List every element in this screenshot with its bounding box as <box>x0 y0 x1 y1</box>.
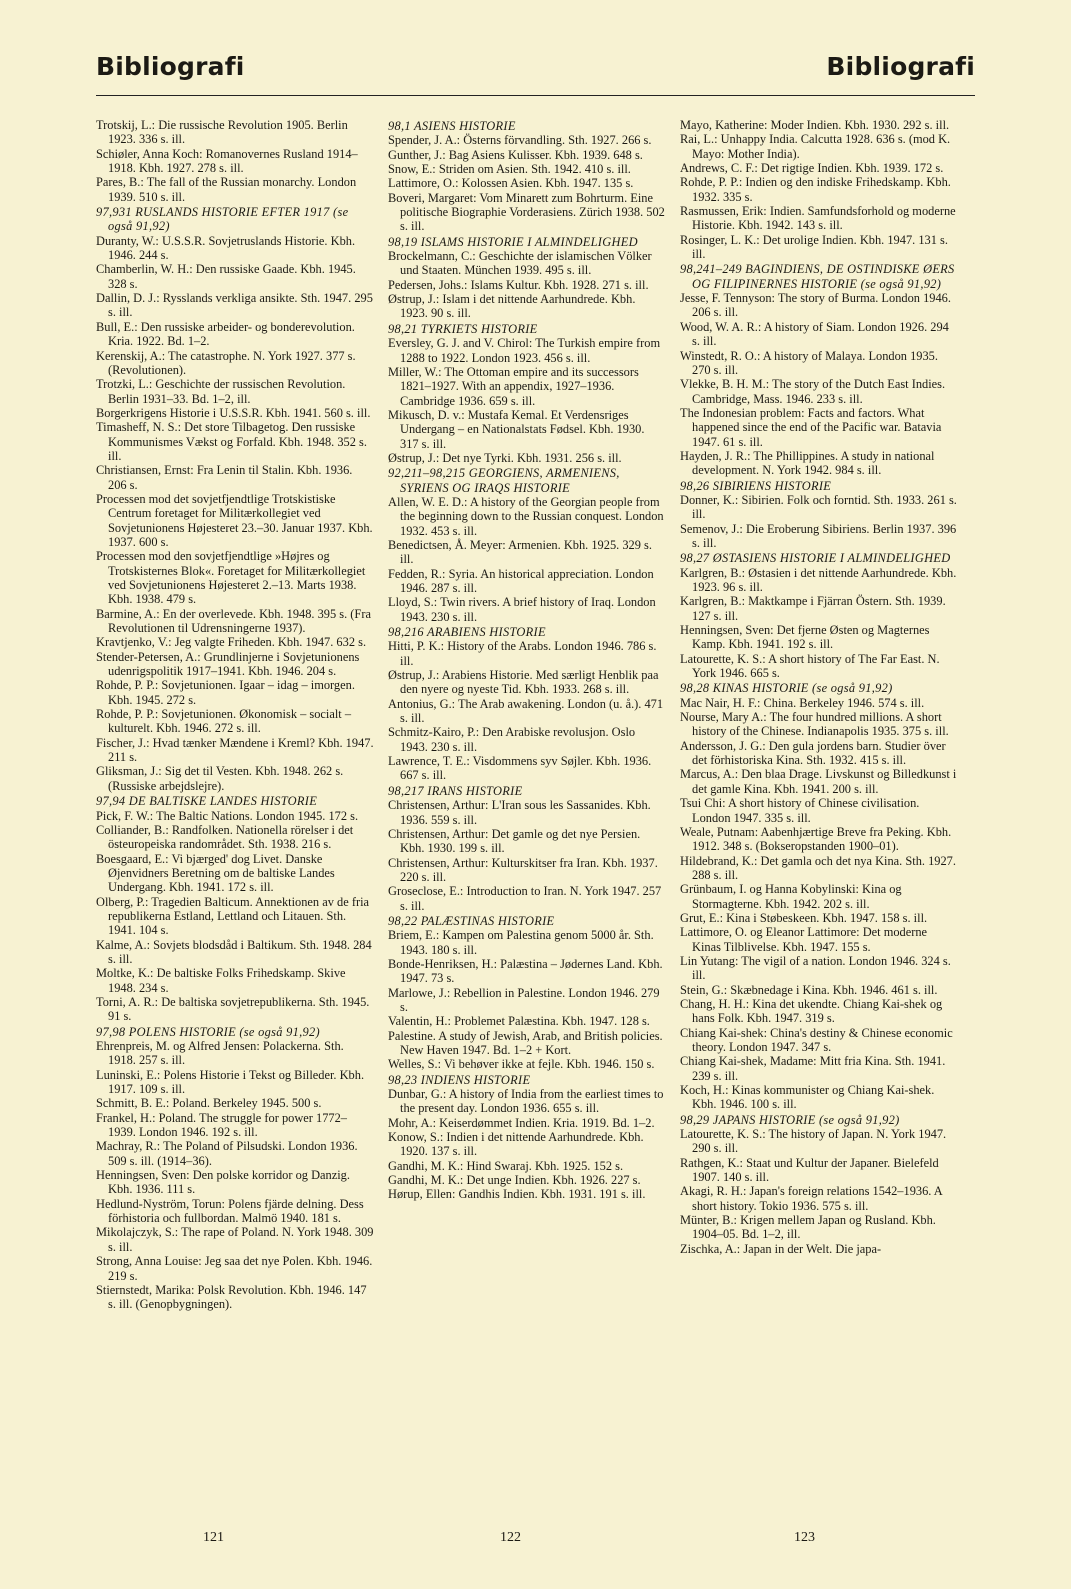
bibliography-entry: Kravtjenko, V.: Jeg valgte Friheden. Kbh. 1947. 632 s. <box>96 635 367 650</box>
bibliography-entry: Dallin, D. J.: Rysslands verkliga ansikte. Sth. 1947. 295 s. ill. <box>96 291 373 320</box>
bibliography-entry: Lattimore, O.: Kolossen Asien. Kbh. 1947. 135 s. <box>388 176 634 191</box>
bibliography-entry: Boveri, Margaret: Vom Minarett zum Bohrturm. Eine politische Biographie Vorderasiens. Zürich 1938. 502 s. ill. <box>388 190 665 234</box>
section-heading: 97,94 DE BALTISKE LANDES HISTORIE <box>96 794 318 809</box>
bibliography-entry: Konow, S.: Indien i det nittende Aarhundrede. Kbh. 1920. 137 s. ill. <box>388 1130 644 1159</box>
bibliography-entry: Vlekke, B. H. M.: The story of the Dutch East Indies. Cambridge, Mass. 1946. 233 s. ill. <box>680 377 946 406</box>
bibliography-entry: Latourette, K. S.: A short history of The Far East. N. York 1946. 665 s. <box>680 651 940 681</box>
bibliography-entry: Barmine, A.: En der overlevede. Kbh. 1948. 395 s. (Fra Revolutionen til Udrensningerne 1937). <box>96 606 371 636</box>
bibliography-entry: Boesgaard, E.: Vi bjærged' dog Livet. Danske Øjenvidners Beretning om de baltiske Landes Undergang. Kbh. 1941. 172 s. ill. <box>96 851 335 895</box>
bibliography-entry: Bonde-Henriksen, H.: Palæstina – Jødernes Land. Kbh. 1947. 73 s. <box>388 956 663 986</box>
bibliography-entry: Allen, W. E. D.: A history of the Georgian people from the beginning down to the Russian conquest. London 1932. 453 s. ill. <box>388 494 664 538</box>
bibliography-entry: Østrup, J.: Islam i det nittende Aarhundrede. Kbh. 1923. 90 s. ill. <box>388 292 636 321</box>
bibliography-entry: Moltke, K.: De baltiske Folks Frihedskamp. Skive 1948. 234 s. <box>96 966 346 995</box>
bibliography-entry: Karlgren, B.: Østasien i det nittende Aarhundrede. Kbh. 1923. 96 s. ill. <box>680 565 957 594</box>
bibliography-entry: Stender-Petersen, A.: Grundlinjerne i Sovjetunionens udenrigspolitik 1917–1941. Kbh. 1946. 204 s. <box>96 649 360 679</box>
section-heading: 98,216 ARABIENS HISTORIE <box>388 625 546 640</box>
bibliography-entry: Kerenskij, A.: The catastrophe. N. York 1927. 377 s. (Revolutionen). <box>96 348 356 377</box>
bibliography-entry: Henningsen, Sven: Den polske korridor og Danzig. Kbh. 1936. 111 s. <box>96 1168 350 1197</box>
bibliography-entry: Andrews, C. F.: Det rigtige Indien. Kbh. 1939. 172 s. <box>680 161 944 176</box>
bibliography-entry: Hayden, J. R.: The Phillippines. A study in national development. N. York 1942. 984 s. ill. <box>680 448 935 478</box>
bibliography-entry: Colliander, B.: Randfolken. Nationella rörelser i det östeuropeiska randområdet. Sth. 1938. 216 s. <box>96 822 354 852</box>
bibliography-entry: Duranty, W.: U.S.S.R. Sovjetruslands Historie. Kbh. 1946. 244 s. <box>96 233 356 263</box>
column-2 <box>388 118 666 1202</box>
section-heading: 98,23 INDIENS HISTORIE <box>388 1072 531 1087</box>
column-1 <box>96 118 374 1312</box>
bibliography-entry: Pedersen, Johs.: Islams Kultur. Kbh. 1928. 271 s. ill. <box>388 277 649 292</box>
bibliography-entry: Mayo, Katherine: Moder Indien. Kbh. 1930. 292 s. ill. <box>680 118 950 132</box>
bibliography-entry: Gunther, J.: Bag Asiens Kulisser. Kbh. 1939. 648 s. <box>388 147 643 162</box>
section-heading: 98,26 SIBIRIENS HISTORIE <box>680 478 832 493</box>
bibliography-entry: Schiøler, Anna Koch: Romanovernes Rusland 1914–1918. Kbh. 1927. 278 s. ill. <box>96 146 358 176</box>
bibliography-entry: Wood, W. A. R.: A history of Siam. London 1926. 294 s. ill. <box>680 319 949 349</box>
bibliography-entry: Østrup, J.: Det nye Tyrki. Kbh. 1931. 256 s. ill. <box>388 450 622 465</box>
bibliography-entry: Trotzki, L.: Geschichte der russischen Revolution. Berlin 1931–33. Bd. 1–2, ill. <box>96 377 346 406</box>
section-heading: 98,19 ISLAMS HISTORIE I ALMINDELIGHED <box>388 234 638 249</box>
page-header-left: Bibliografi <box>96 52 245 81</box>
bibliography-entry: Hildebrand, K.: Det gamla och det nya Kina. Sth. 1927. 288 s. ill. <box>680 853 956 882</box>
bibliography-entry: Pares, B.: The fall of the Russian monarchy. London 1939. 510 s. ill. <box>96 175 357 204</box>
bibliography-entry: Miller, W.: The Ottoman empire and its successors 1821–1927. With an appendix, 1927–1936. Cambridge 1936. 659 s. ill. <box>388 364 639 408</box>
bibliography-entry: Gliksman, J.: Sig det til Vesten. Kbh. 1948. 262 s. (Russiske arbejdslejre). <box>96 764 344 793</box>
bibliography-entry: Hørup, Ellen: Gandhis Indien. Kbh. 1931. 191 s. ill. <box>388 1187 646 1202</box>
bibliography-entry: Winstedt, R. O.: A history of Malaya. London 1935. 270 s. ill. <box>680 348 938 377</box>
bibliography-entry: Processen mod det sovjetfjendtlige Trotskistiske Centrum foretaget for Militærkollegiet ved Sovjetunionens Højesteret 23.–30. Januar 1937. Kbh. 1937. 600 s. <box>96 491 373 549</box>
section-heading: 98,217 IRANS HISTORIE <box>388 783 523 798</box>
bibliography-entry: Akagi, R. H.: Japan's foreign relations 1542–1936. A short history. Tokio 1936. 575 s. ill. <box>680 1184 943 1213</box>
page-number-121: 121 <box>203 1530 224 1545</box>
bibliography-entry: Welles, S.: Vi behøver ikke at fejle. Kbh. 1946. 150 s. <box>388 1057 655 1072</box>
bibliography-entry: Briem, E.: Kampen om Palestina genom 5000 år. Sth. 1943. 180 s. ill. <box>388 928 654 957</box>
bibliography-entry: Palestine. A study of Jewish, Arab, and British policies. New Haven 1947. Bd. 1–2 + Kort. <box>388 1028 663 1057</box>
section-heading: 98,28 KINAS HISTORIE (se også 91,92) <box>680 681 893 696</box>
column-3 <box>680 118 958 1256</box>
bibliography-entry: Henningsen, Sven: Det fjerne Østen og Magternes Kamp. Kbh. 1941. 192 s. ill. <box>680 623 930 652</box>
bibliography-entry: Antonius, G.: The Arab awakening. London (u. å.). 471 s. ill. <box>388 696 664 726</box>
section-heading: 98,29 JAPANS HISTORIE (se også 91,92) <box>680 1112 900 1127</box>
bibliography-entry: Kalme, A.: Sovjets blodsdåd i Baltikum. Sth. 1948. 284 s. ill. <box>96 937 372 966</box>
bibliography-entry: Karlgren, B.: Maktkampe i Fjärran Östern. Sth. 1939. 127 s. ill. <box>680 594 946 623</box>
page-header-right: Bibliografi <box>826 52 975 81</box>
bibliography-entry: Christiansen, Ernst: Fra Lenin til Stalin. Kbh. 1936. 206 s. <box>96 463 353 492</box>
bibliography-entry: Zischka, A.: Japan in der Welt. Die japa- <box>680 1241 882 1256</box>
section-heading: 98,22 PALÆSTINAS HISTORIE <box>388 913 555 928</box>
bibliography-entry: Lattimore, O. og Eleanor Lattimore: Det moderne Kinas Tilblivelse. Kbh. 1947. 155 s. <box>680 925 928 954</box>
bibliography-entry: Latourette, K. S.: The history of Japan. N. York 1947. 290 s. ill. <box>680 1127 947 1156</box>
bibliography-entry: Chang, H. H.: Kina det ukendte. Chiang Kai-shek og hans Folk. Kbh. 1947. 319 s. <box>680 996 943 1026</box>
bibliography-entry: Christensen, Arthur: Det gamle og det nye Persien. Kbh. 1930. 199 s. ill. <box>388 826 641 856</box>
bibliography-entry: Rosinger, L. K.: Det urolige Indien. Kbh. 1947. 131 s. ill. <box>680 232 948 262</box>
bibliography-entry: Gandhi, M. K.: Det unge Indien. Kbh. 1926. 227 s. <box>388 1173 641 1188</box>
bibliography-entry: Andersson, J. G.: Den gula jordens barn. Studier över det förhistoriska Kina. Sth. 1932. 415 s. ill. <box>680 738 946 768</box>
section-heading: 98,21 TYRKIETS HISTORIE <box>388 321 538 336</box>
bibliography-entry: Borgerkrigens Historie i U.S.S.R. Kbh. 1941. 560 s. ill. <box>96 405 371 420</box>
bibliography-entry: Schmitz-Kairo, P.: Den Arabiske revolusjon. Oslo 1943. 230 s. ill. <box>388 725 636 754</box>
bibliography-entry: Rohde, P. P.: Indien og den indiske Frihedskamp. Kbh. 1932. 335 s. <box>680 175 951 204</box>
bibliography-entry: Timasheff, N. S.: Det store Tilbagetog. Den russiske Kommunismes Vækst og Forfald. Kbh. 1948. 352 s. ill. <box>96 420 367 463</box>
section-heading: 98,241–249 BAGINDIENS, DE OSTINDISKE ØERS OG FILIPINERNES HISTORIE (se også 91,92) <box>680 262 955 291</box>
bibliography-entry: Groseclose, E.: Introduction to Iran. N. York 1947. 257 s. ill. <box>388 884 662 913</box>
bibliography-entry: Lloyd, S.: Twin rivers. A brief history of Iraq. London 1943. 230 s. ill. <box>388 595 656 624</box>
bibliography-entry: Christensen, Arthur: L'Iran sous les Sassanides. Kbh. 1936. 559 s. ill. <box>388 798 651 827</box>
bibliography-entry: Tsui Chi: A short history of Chinese civilisation. London 1947. 335 s. ill. <box>680 796 920 825</box>
bibliography-entry: Spender, J. A.: Österns förvandling. Sth. 1927. 266 s. <box>388 133 652 148</box>
bibliography-entry: Chiang Kai-shek, Madame: Mitt fria Kina. Sth. 1941. 239 s. ill. <box>680 1054 946 1083</box>
bibliography-entry: Münter, B.: Krigen mellem Japan og Rusland. Kbh. 1904–05. Bd. 1–2, ill. <box>680 1213 936 1242</box>
page-number-123: 123 <box>794 1530 815 1545</box>
bibliography-entry: Mikolajczyk, S.: The rape of Poland. N. York 1948. 309 s. ill. <box>96 1225 374 1254</box>
bibliography-entry: Rathgen, K.: Staat und Kultur der Japaner. Bielefeld 1907. 140 s. ill. <box>680 1155 939 1185</box>
bibliography-entry: Schmitt, B. E.: Poland. Berkeley 1945. 500 s. <box>96 1096 322 1111</box>
bibliography-entry: Lawrence, T. E.: Visdommens syv Søjler. Kbh. 1936. 667 s. ill. <box>388 754 652 783</box>
bibliography-entry: Stein, G.: Skæbnedage i Kina. Kbh. 1946. 461 s. ill. <box>680 982 938 997</box>
bibliography-entry: Fedden, R.: Syria. An historical appreciation. London 1946. 287 s. ill. <box>388 566 654 595</box>
section-heading: 98,27 ØSTASIENS HISTORIE I ALMINDELIGHED <box>680 551 951 566</box>
bibliography-entry: Brockelmann, C.: Geschichte der islamischen Völker und Staaten. München 1939. 495 s. ill. <box>388 249 652 278</box>
bibliography-entry: Trotskij, L.: Die russische Revolution 1905. Berlin 1923. 336 s. ill. <box>96 118 348 147</box>
bibliography-entry: Grünbaum, I. og Hanna Kobylinski: Kina og Stormagterne. Kbh. 1942. 202 s. ill. <box>680 882 902 911</box>
bibliography-entry: Christensen, Arthur: Kulturskitser fra Iran. Kbh. 1937. 220 s. ill. <box>388 855 658 884</box>
bibliography-entry: Processen mod den sovjetfjendtlige »Højres og Trotskisternes Blok«. Foretaget for Militærkollegiet ved Sovjetunionens Højesteret 2.–13. Marts 1938. Kbh. 1938. 479 s. <box>96 549 366 607</box>
bibliography-entry: Hitti, P. K.: History of the Arabs. London 1946. 786 s. ill. <box>388 639 657 668</box>
bibliography-entry: Chiang Kai-shek: China's destiny & Chinese economic theory. London 1947. 347 s. <box>680 1025 953 1054</box>
section-heading: 98,1 ASIENS HISTORIE <box>388 119 516 133</box>
bibliography-entry: Chamberlin, W. H.: Den russiske Gaade. Kbh. 1945. 328 s. <box>96 262 356 291</box>
bibliography-entry: Rasmussen, Erik: Indien. Samfundsforhold og moderne Historie. Kbh. 1942. 143 s. ill. <box>680 204 956 233</box>
bibliography-entry: Luninski, E.: Polens Historie i Tekst og Billeder. Kbh. 1917. 109 s. ill. <box>96 1067 365 1097</box>
bibliography-entry: Lin Yutang: The vigil of a nation. London 1946. 324 s. ill. <box>680 953 951 983</box>
bibliography-entry: Benedictsen, Å. Meyer: Armenien. Kbh. 1925. 329 s. ill. <box>388 537 652 567</box>
bibliography-entry: Gandhi, M. K.: Hind Swaraj. Kbh. 1925. 152 s. <box>388 1158 624 1173</box>
bibliography-entry: The Indonesian problem: Facts and factors. What happened since the end of the Pacific war. Batavia 1947. 61 s. ill. <box>680 405 942 449</box>
bibliography-entry: Nourse, Mary A.: The four hundred millions. A short history of the Chinese. Indianapolis 1935. 375 s. ill. <box>680 710 949 739</box>
bibliography-entry: Frankel, H.: Poland. The struggle for power 1772–1939. London 1946. 192 s. ill. <box>96 1110 347 1140</box>
bibliography-entry: Dunbar, G.: A history of India from the earliest times to the present day. London 1936. 655 s. ill. <box>388 1087 664 1116</box>
bibliography-entry: Olberg, P.: Tragedien Balticum. Annektionen av de fria republikerna Estland, Lettland och Litauen. Sth. 1941. 104 s. <box>96 894 370 938</box>
bibliography-entry: Strong, Anna Louise: Jeg saa det nye Polen. Kbh. 1946. 219 s. <box>96 1254 373 1283</box>
bibliography-entry: Ehrenpreis, M. og Alfred Jensen: Polackerna. Sth. 1918. 257 s. ill. <box>96 1039 344 1068</box>
bibliography-entry: Valentin, H.: Problemet Palæstina. Kbh. 1947. 128 s. <box>388 1014 650 1029</box>
bibliography-entry: Hedlund-Nyström, Torun: Polens fjärde delning. Dess förhistoria och fullbordan. Malmö 1940. 181 s. <box>96 1196 364 1226</box>
bibliography-entry: Marlowe, J.: Rebellion in Palestine. London 1946. 279 s. <box>388 985 660 1014</box>
bibliography-entry: Pick, F. W.: The Baltic Nations. London 1945. 172 s. <box>96 808 359 823</box>
bibliography-entry: Semenov, J.: Die Eroberung Sibiriens. Berlin 1937. 396 s. ill. <box>680 521 957 550</box>
bibliography-entry: Donner, K.: Sibirien. Folk och forntid. Sth. 1933. 261 s. ill. <box>680 492 957 522</box>
bibliography-entry: Eversley, G. J. and V. Chirol: The Turkish empire from 1288 to 1922. London 1923. 456 s. ill. <box>388 336 661 365</box>
bibliography-entry: Jesse, F. Tennyson: The story of Burma. London 1946. 206 s. ill. <box>680 291 951 320</box>
section-heading: 97,98 POLENS HISTORIE (se også 91,92) <box>96 1024 320 1039</box>
bibliography-entry: Østrup, J.: Arabiens Historie. Med særligt Henblik paa den nyere og nyeste Tid. Kbh. 1933. 268 s. ill. <box>388 668 659 697</box>
bibliography-entry: Stiernstedt, Marika: Polsk Revolution. Kbh. 1946. 147 s. ill. (Genopbygningen). <box>96 1282 367 1312</box>
bibliography-entry: Koch, H.: Kinas kommunister og Chiang Kai-shek. Kbh. 1946. 100 s. ill. <box>680 1083 935 1112</box>
bibliography-entry: Rohde, P. P.: Sovjetunionen. Økonomisk – socialt – kulturelt. Kbh. 1946. 272 s. ill. <box>96 707 352 736</box>
bibliography-entry: Rohde, P. P.: Sovjetunionen. Igaar – idag – imorgen. Kbh. 1945. 272 s. <box>96 678 355 707</box>
bibliography-entry: Grut, E.: Kina i Støbeskeen. Kbh. 1947. 158 s. ill. <box>680 910 928 925</box>
bibliography-entry: Marcus, A.: Den blaa Drage. Livskunst og Billedkunst i det gamle Kina. Kbh. 1941. 200 s. ill. <box>680 767 957 796</box>
bibliography-entry: Bull, E.: Den russiske arbeider- og bonderevolution. Kria. 1922. Bd. 1–2. <box>96 319 355 349</box>
page-number-122: 122 <box>500 1530 521 1545</box>
bibliography-entry: Mikusch, D. v.: Mustafa Kemal. Et Verdensriges Undergang – en Nationalstats Fødsel. Kbh. 1930. 317 s. ill. <box>388 407 645 451</box>
bibliography-entry: Mac Nair, H. F.: China. Berkeley 1946. 574 s. ill. <box>680 695 925 710</box>
section-heading: 97,931 RUSLANDS HISTORIE EFTER 1917 (se også 91,92) <box>96 205 349 234</box>
bibliography-entry: Weale, Putnam: Aabenhjærtige Breve fra Peking. Kbh. 1912. 348 s. (Bokseropstanden 1900–01). <box>680 824 952 854</box>
bibliography-entry: Fischer, J.: Hvad tænker Mændene i Kreml? Kbh. 1947. 211 s. <box>96 735 374 765</box>
bibliography-entry: Torni, A. R.: De baltiska sovjetrepublikerna. Sth. 1945. 91 s. <box>96 994 370 1024</box>
bibliography-entry: Mohr, A.: Keiserdømmet Indien. Kria. 1919. Bd. 1–2. <box>388 1115 655 1130</box>
bibliography-entry: Machray, R.: The Poland of Pilsudski. London 1936. 509 s. ill. (1914–36). <box>96 1139 358 1168</box>
header-rule <box>96 95 975 96</box>
bibliography-entry: Snow, E.: Striden om Asien. Sth. 1942. 410 s. ill. <box>388 162 631 177</box>
section-heading: 92,211–98,215 GEORGIENS, ARMENIENS, SYRIENS OG IRAQS HISTORIE <box>388 466 620 495</box>
bibliography-entry: Rai, L.: Unhappy India. Calcutta 1928. 636 s. (mod K. Mayo: Mother India). <box>680 132 951 161</box>
